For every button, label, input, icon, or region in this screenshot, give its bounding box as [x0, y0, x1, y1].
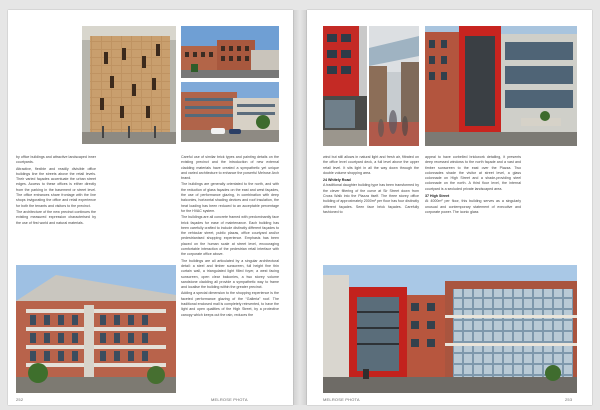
section-heading-24-whitely-road: 24 Whitely Road: [323, 178, 351, 183]
paragraph: Adding a special dimension to the shopping experience is the faceted performance glazing of the “Galleria” roof. The traditional enclosed mall is completely reinvented, to have the light and open qualities of the High Street, by a protective canopy which keeps out the rain, reduces the: [181, 291, 279, 317]
paragraph: wind but still allows in natural light and fresh air, filtrated on the office level courtyard deck, a full level above the upper retail level. It sits light in all the way down through the double volume shopping area.: [323, 155, 419, 175]
paragraph: Attractive, flexible and readily divisible office buildings line the streets above the retail levels. Their varied façades accentuate the urban street edges. Access to these offices is either directly from the parking in the basement or street level. The office entrances share frontage with the line shops invigorating the office and retail experience for both the tenants and visitors to the precinct.: [16, 166, 96, 208]
paragraph: A traditional daughter building type has been transformed by the clever filtering of the curve at Sir Street down from Cross Walk into the Piazza itself. The three storey office building of approximately 2000m² per floor has four distinctly different façades. Seen face brick façades. Carefully fashioned to: [323, 183, 419, 214]
paragraph: The buildings are all articulated by a singular architectural detail: a steel and timber sunscreen, full height fine thin curtain wall, a triangulated light filled foyer, a west facing sunscreen, open clear balconies, a two storey volume sandstone cladding all provide a sympathetic way to frame and localise the building within the greater precinct.: [181, 258, 279, 290]
paragraph: At 4000m² per floor, this building serves as a singularly unusual and contemporary statement of executive and corporate power. The iconic glass: [425, 199, 521, 214]
left-page: [8, 10, 293, 405]
paragraph: The buildings are generally orientated to the north, and with the reduction of glass façades on the east and west façades, the use of performance glazing, in combination with deep balconies, horizontal shading devices and roof insulation, the heat loading has been reduced to an acceptable percentage for the HVAC system.: [181, 182, 279, 213]
red-building-corner-photo: [323, 26, 367, 146]
left-text-column-2: [181, 155, 279, 395]
right-page: [307, 10, 592, 405]
right-text-column-2: [425, 155, 521, 265]
folio-page-number: 253: [565, 397, 573, 402]
spine-gutter: [293, 10, 307, 405]
paragraph: The architecture of the new precinct continues the existing measured expression characterised by the use of first world and natural materials.: [16, 209, 96, 225]
stone-facade-photo: [82, 26, 176, 144]
right-text-column-1: [323, 155, 419, 265]
paragraph: by office buildings and attractive landscaped inner courtyards.: [16, 155, 96, 165]
folio-page-number: 252: [16, 397, 24, 402]
red-frame-glass-building-photo: [323, 265, 577, 393]
courtyard-cars-photo: [181, 82, 279, 142]
brick-street-photo: [181, 26, 279, 78]
left-text-column-1: [16, 155, 96, 255]
section-heading-37-high-street: 37 High Street: [425, 194, 450, 199]
red-glass-facade-photo: [425, 26, 577, 146]
paragraph: Careful use of similar brick types and painting details on the existing precinct and the introduction of new external cladding materials have created a sympathetic yet unique and varied architecture to enhance the powerful Melrose Arch brand.: [181, 155, 279, 181]
office-building-photo: [16, 265, 176, 393]
pedestrian-galleria-photo: [369, 26, 419, 146]
folio-title: MELROSE PHOTA: [211, 397, 248, 402]
paragraph: appeal to have corbelled brickwork detailing, it presents deep recessed windows to the north façade and a vast and timber sunscreen to the east over the Piazza. Two colonnades shade the visitor at street level, a glass colonnade on High Street and a shade-providing steel colonnade on the north. A third floor level, the internal courtyard is a secluded private landscaped area.: [425, 155, 521, 191]
paragraph: The buildings are all concrete framed with predominantly face brick façades for ease of maintenance. Each building has been carefully crafted to include distinctly different façades to the vehicular street, public plazas, office courtyard and/or pedestrianised shopping experience. Emphasis has been placed on the human scale at street level, encouraging comfortable interaction of the pedestrian retail interface with the corporate office above.: [181, 215, 279, 257]
folio-title: MELROSE PHOTA: [323, 397, 360, 402]
